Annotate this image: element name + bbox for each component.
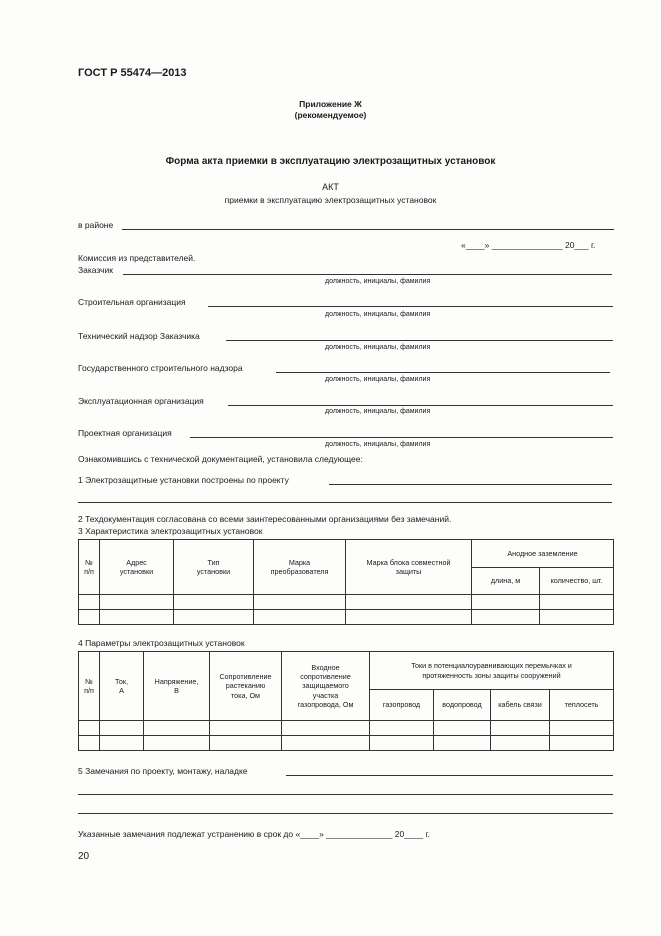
member-designer-line — [190, 437, 613, 438]
col-spread-resistance: Сопротивление растеканию тока, Ом — [210, 652, 282, 721]
member-builder: Строительная организация — [78, 297, 186, 307]
item-1-line-2 — [78, 502, 612, 503]
col-anode: Анодное заземление — [472, 540, 614, 568]
item-5: 5 Замечания по проекту, монтажу, наладке — [78, 766, 248, 776]
member-state-supervision: Государственного строительного надзора — [78, 363, 243, 373]
table-row — [79, 721, 614, 736]
col-address: Адрес установки — [100, 540, 174, 595]
appendix-status: (рекомендуемое) — [294, 110, 367, 120]
col-num: № п/п — [79, 652, 100, 721]
acquaint-text: Ознакомившись с технической документацией, установила следующее: — [78, 454, 363, 464]
standard-header: ГОСТ Р 55474—2013 — [78, 67, 187, 79]
position-hint: должность, инициалы, фамилия — [325, 278, 431, 285]
installations-table — [78, 539, 614, 625]
page-number: 20 — [78, 851, 90, 862]
member-builder-line — [208, 306, 613, 307]
member-tech-supervision: Технический надзор Заказчика — [78, 331, 200, 341]
commission-label: Комиссия из представителей. — [78, 253, 196, 263]
item-5-line-3 — [78, 813, 613, 814]
col-type: Тип установки — [174, 540, 254, 595]
item-5-line-2 — [78, 794, 613, 795]
deadline-text: Указанные замечания подлежат устранению в срок до «____» ______________ 20____ г. — [78, 829, 430, 839]
col-current: Ток, А — [100, 652, 144, 721]
member-operator: Эксплуатационная организация — [78, 396, 204, 406]
date-line: «____» _______________ 20___ г. — [461, 240, 596, 250]
position-hint: должность, инициалы, фамилия — [325, 408, 431, 415]
col-num: № п/п — [79, 540, 100, 595]
member-operator-line — [228, 405, 613, 406]
col-input-resistance: Входное сопротивление защищаемого участка газопровода, Ом — [282, 652, 370, 721]
member-tech-supervision-line — [226, 340, 613, 341]
form-title: Форма акта приемки в эксплуатацию электрозащитных установок — [165, 156, 496, 167]
col-voltage: Напряжение, В — [144, 652, 210, 721]
col-length: длина, м — [472, 568, 540, 595]
region-fill-line — [122, 229, 614, 230]
table-row — [79, 736, 614, 751]
col-converter: Марка преобразователя — [254, 540, 346, 595]
item-5-line — [286, 775, 613, 776]
member-designer: Проектная организация — [78, 428, 172, 438]
item-1-line — [329, 484, 612, 485]
act-subtitle: приемки в эксплуатацию электрозащитных установок — [224, 195, 437, 205]
col-count: количество, шт. — [540, 568, 614, 595]
item-1: 1 Электрозащитные установки построены по проекту — [78, 475, 289, 485]
col-water: водопровод — [434, 690, 491, 721]
col-cable: кабель связи — [491, 690, 550, 721]
position-hint: должность, инициалы, фамилия — [325, 376, 431, 383]
table-row — [79, 610, 614, 625]
appendix-title: Приложение Ж — [299, 99, 362, 109]
item-3: 3 Характеристика электрозащитных установок — [78, 526, 263, 536]
table-row — [79, 595, 614, 610]
col-heat: теплосеть — [550, 690, 614, 721]
position-hint: должность, инициалы, фамилия — [325, 311, 431, 318]
position-hint: должность, инициалы, фамилия — [325, 344, 431, 351]
col-currents: Токи в потенциалоуравнивающих перемычках и протяженность зоны защиты сооружений — [370, 652, 614, 690]
member-state-supervision-line — [276, 372, 610, 373]
act-title: АКТ — [322, 182, 339, 192]
region-label: в районе — [78, 220, 114, 230]
position-hint: должность, инициалы, фамилия — [325, 441, 431, 448]
parameters-table — [78, 651, 614, 751]
item-4: 4 Параметры электрозащитных установок — [78, 638, 245, 648]
member-customer-line — [123, 274, 612, 275]
col-gas: газопровод — [370, 690, 434, 721]
col-joint-block: Марка блока совместной защиты — [346, 540, 472, 595]
member-customer: Заказчик — [78, 265, 113, 275]
item-2: 2 Техдокументация согласована со всеми заинтересованными организациями без замечаний. — [78, 514, 452, 524]
